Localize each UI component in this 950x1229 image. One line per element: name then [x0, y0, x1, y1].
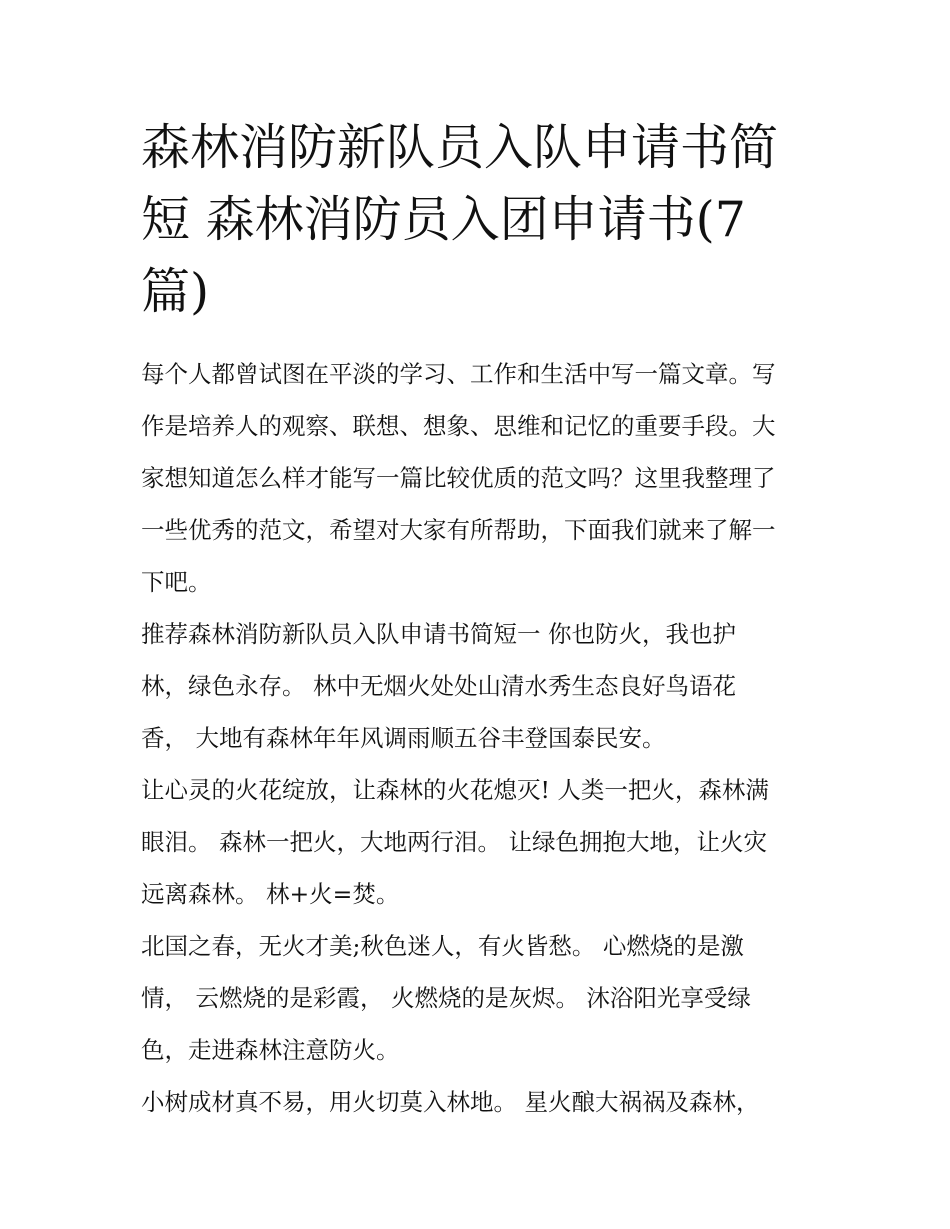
text-line: 远离森林。 林+火=焚。 — [141, 880, 400, 908]
document-title — [141, 112, 821, 328]
paragraph-slogans-1 — [141, 764, 813, 920]
document-page — [141, 112, 821, 1128]
paragraph-slogans-2 — [141, 920, 813, 1076]
text-line: 北国之春，无火才美;秋色迷人，有火皆愁。 心燃烧的是激 — [141, 932, 744, 960]
text-line: 眼泪。 森林一把火，大地两行泪。 让绿色拥抱大地，让火灾 — [141, 828, 767, 856]
text-line: 让心灵的火花绽放，让森林的火花熄灭! 人类一把火，森林满 — [141, 776, 769, 804]
paragraph-intro — [141, 348, 813, 608]
text-line: 林，绿色永存。 林中无烟火处处山清水秀生态良好鸟语花 — [141, 672, 736, 700]
text-line: 情， 云燃烧的是彩霞， 火燃烧的是灰烬。 沐浴阳光享受绿 — [141, 984, 751, 1012]
paragraph-recommend — [141, 608, 813, 764]
text-line: 小树成材真不易，用火切莫入林地。 星火酿大祸祸及森林， — [141, 1088, 760, 1116]
text-line: 香， 大地有森林年年风调雨顺五谷丰登国泰民安。 — [141, 724, 666, 752]
text-line: 一些优秀的范文，希望对大家有所帮助，下面我们就来了解一 — [141, 516, 776, 544]
text-line: 每个人都曾试图在平淡的学习、工作和生活中写一篇文章。写 — [141, 360, 776, 388]
text-line: 下吧。 — [141, 568, 212, 596]
paragraph-slogans-3 — [141, 1076, 813, 1128]
text-line: 家想知道怎么样才能写一篇比较优质的范文吗？这里我整理了 — [141, 464, 776, 492]
text-line: 色，走进森林注意防火。 — [141, 1036, 400, 1064]
document-body — [141, 348, 821, 1128]
title-line: 篇) — [141, 263, 210, 320]
text-line: 作是培养人的观察、联想、想象、思维和记忆的重要手段。大 — [141, 412, 776, 440]
title-line: 森林消防新队员入队申请书简 — [141, 119, 779, 176]
text-line: 推荐森林消防新队员入队申请书简短一 你也防火，我也护 — [141, 620, 736, 648]
title-line: 短 森林消防员入团申请书(7 — [141, 191, 746, 248]
